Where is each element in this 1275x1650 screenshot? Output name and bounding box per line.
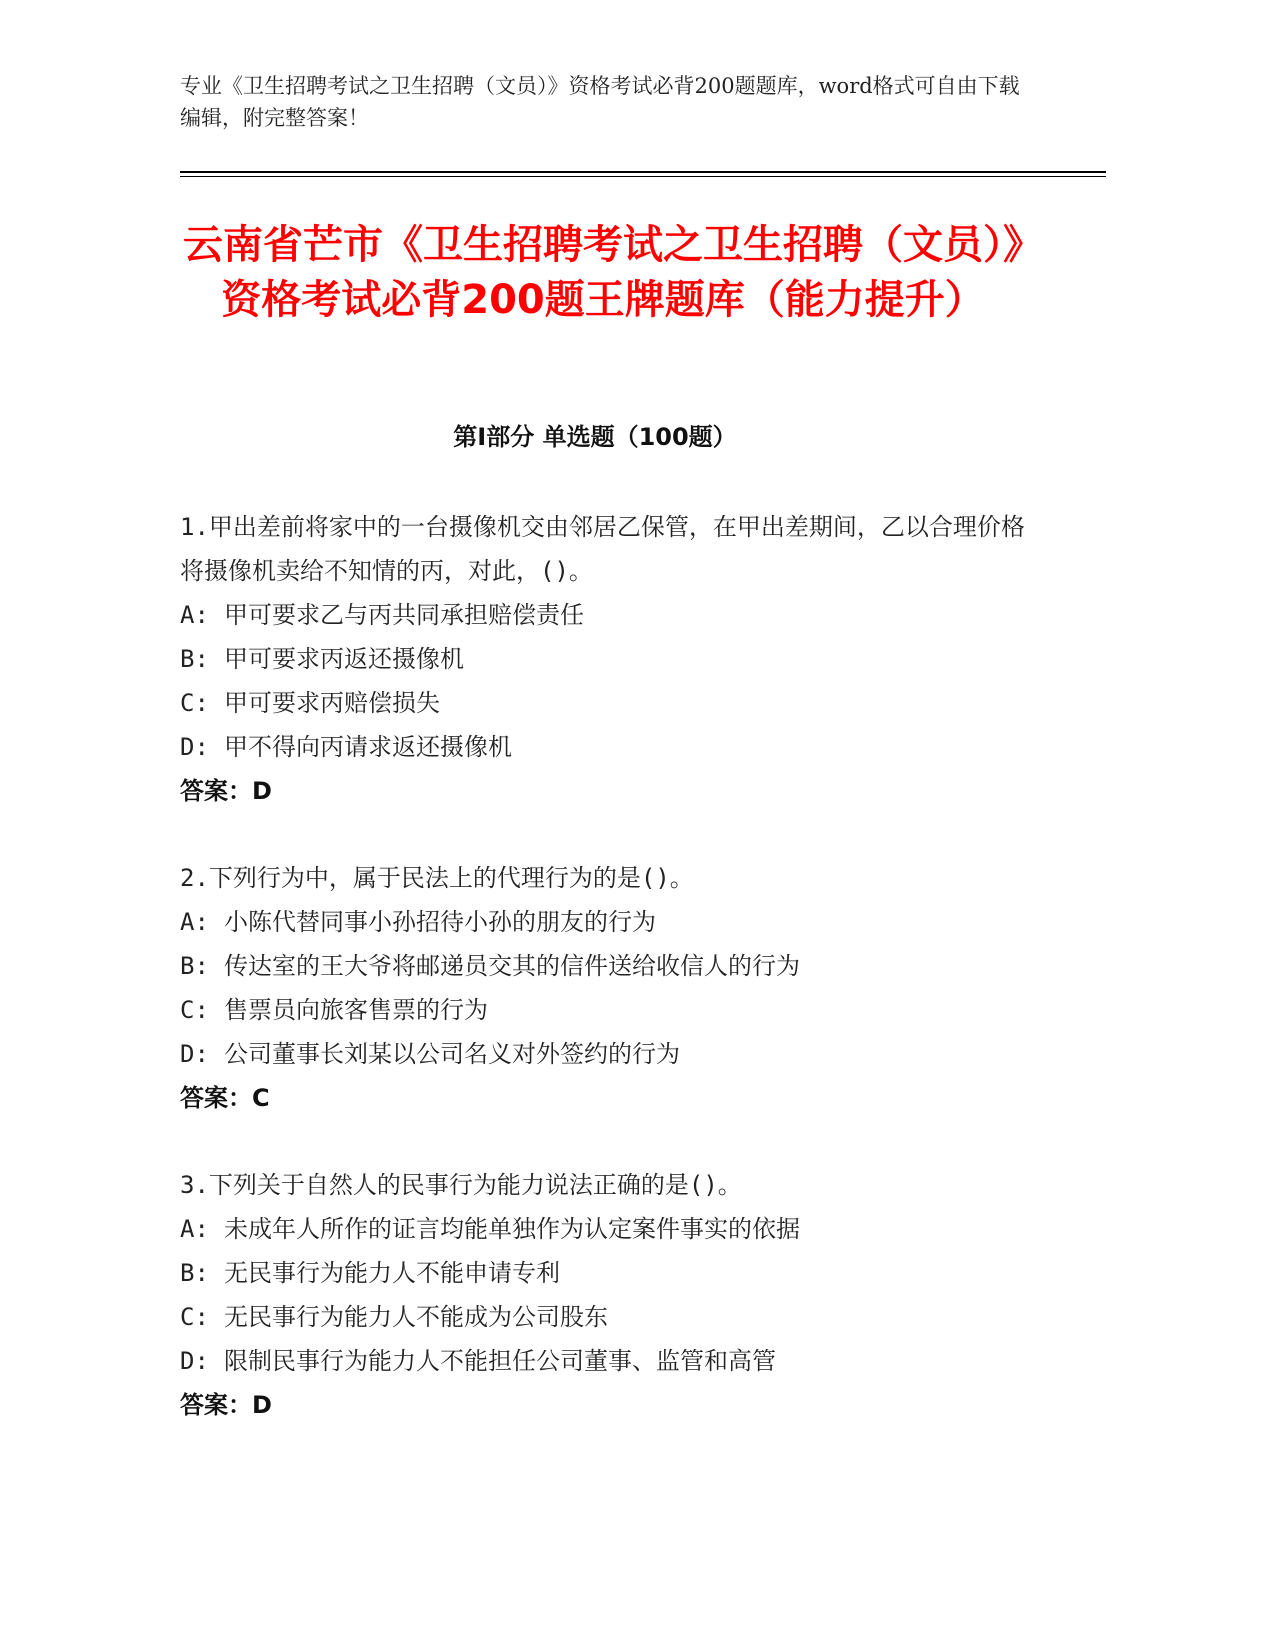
option-text: 公司董事长刘某以公司名义对外签约的行为: [224, 1040, 680, 1068]
option-text: 甲可要求丙赔偿损失: [224, 689, 440, 717]
option-text: 未成年人所作的证言均能单独作为认定案件事实的依据: [224, 1215, 800, 1243]
option-letter: D:: [180, 1347, 209, 1375]
option-c: [180, 1295, 1040, 1339]
question-1: [180, 505, 1040, 813]
option-letter: B:: [180, 1259, 209, 1287]
header-divider-thin: [180, 176, 1106, 177]
option-d: [180, 1032, 1040, 1076]
option-text: 售票员向旅客售票的行为: [224, 996, 488, 1024]
option-a: [180, 1207, 1040, 1251]
option-b: [180, 637, 1040, 681]
option-b: [180, 944, 1040, 988]
section-title: 第I部分 单选题（100题）: [453, 423, 737, 451]
option-text: 小陈代替同事小孙招待小孙的朋友的行为: [224, 908, 656, 936]
header-note: 专业《卫生招聘考试之卫生招聘（文员）》资格考试必背200题题库，word格式可自由下载编辑，附完整答案！: [180, 74, 1020, 130]
option-a: [180, 593, 1040, 637]
option-text: 甲可要求乙与丙共同承担赔偿责任: [224, 601, 584, 629]
option-text: 无民事行为能力人不能成为公司股东: [224, 1303, 608, 1331]
option-text: 甲可要求丙返还摄像机: [224, 645, 464, 673]
option-text: 无民事行为能力人不能申请专利: [224, 1259, 560, 1287]
answer-line: 答案：C: [180, 1084, 270, 1112]
option-b: [180, 1251, 1040, 1295]
option-letter: C:: [180, 1303, 209, 1331]
answer-line: 答案：D: [180, 1391, 272, 1419]
option-letter: A:: [180, 601, 209, 629]
question-stem: 3.下列关于自然人的民事行为能力说法正确的是()。: [180, 1171, 742, 1199]
option-letter: A:: [180, 908, 209, 936]
option-a: [180, 900, 1040, 944]
option-letter: B:: [180, 645, 209, 673]
question-stem: 2.下列行为中，属于民法上的代理行为的是()。: [180, 864, 694, 892]
option-text: 限制民事行为能力人不能担任公司董事、监管和高管: [224, 1347, 776, 1375]
option-c: [180, 988, 1040, 1032]
option-text: 传达室的王大爷将邮递员交其的信件送给收信人的行为: [224, 952, 800, 980]
answer-line: 答案：D: [180, 777, 272, 805]
question-stem: 1.甲出差前将家中的一台摄像机交由邻居乙保管，在甲出差期间，乙以合理价格将摄像机卖给不知情的丙，对此，()。: [180, 513, 1025, 585]
option-letter: C:: [180, 996, 209, 1024]
option-letter: C:: [180, 689, 209, 717]
option-letter: D:: [180, 733, 209, 761]
question-3: [180, 1163, 1040, 1427]
option-letter: B:: [180, 952, 209, 980]
question-2: [180, 856, 1040, 1120]
option-d: [180, 1339, 1040, 1383]
document-title: 云南省芒市《卫生招聘考试之卫生招聘（文员）》资格考试必背200题王牌题库（能力提升）: [183, 222, 1023, 323]
option-d: [180, 725, 1040, 769]
question-list: [180, 505, 1040, 1470]
header-divider-thick: [180, 171, 1106, 173]
option-letter: A:: [180, 1215, 209, 1243]
option-letter: D:: [180, 1040, 209, 1068]
option-c: [180, 681, 1040, 725]
option-text: 甲不得向丙请求返还摄像机: [224, 733, 512, 761]
